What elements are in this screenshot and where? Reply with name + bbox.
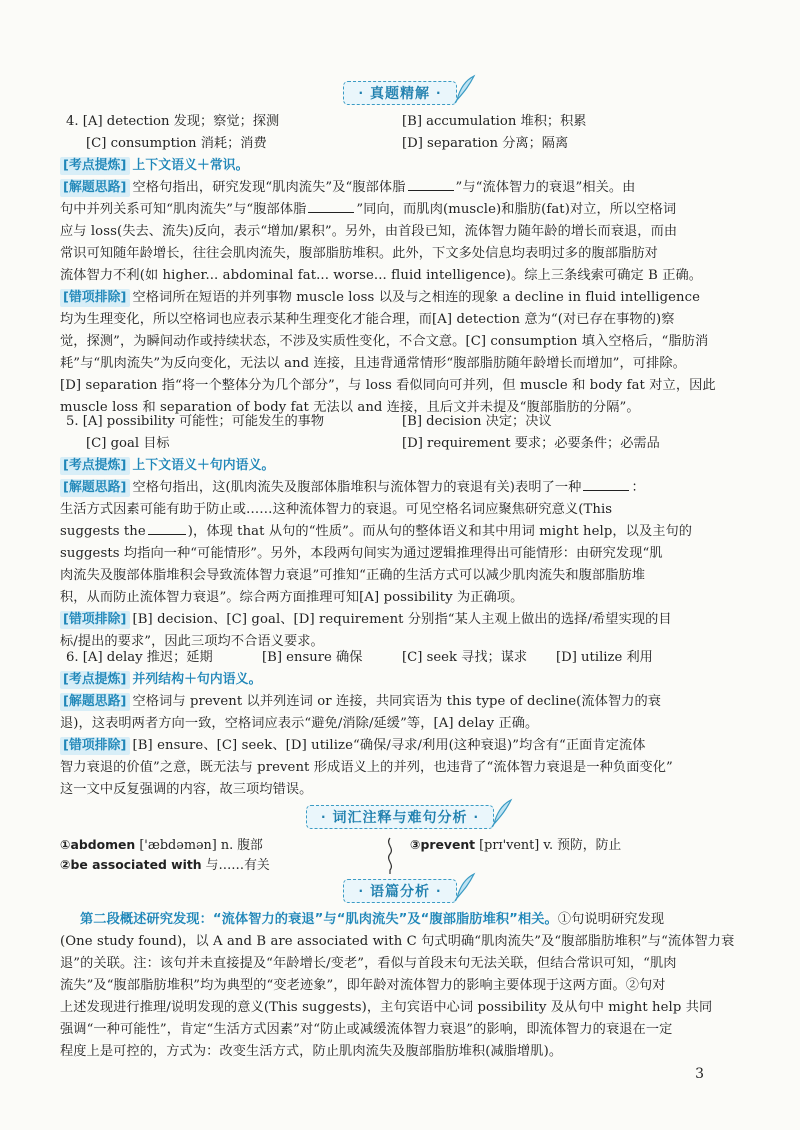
q6-option-b: [B] ensure 确保 <box>262 650 363 665</box>
analysis-lead: 第二段概述研究发现：“流体智力的衰退”与“肌肉流失”及“腹部脂肪堆积”相关。 <box>80 912 558 927</box>
vocab-word: ③prevent <box>410 837 476 852</box>
q5-option-c: [C] goal 目标 <box>86 436 170 451</box>
tag-kaodian: [考点提炼] <box>60 457 130 475</box>
analysis-line-1 <box>80 910 664 930</box>
quill-icon <box>452 872 478 902</box>
q4-option-b: [B] accumulation 堆积；积累 <box>402 114 587 129</box>
text: ”与“流体智力的衰退”相关。由 <box>455 180 636 195</box>
q4-error-line-4: 耗”与“肌肉流失”为反向变化，无法以 and 连接，且违背通常情形“腹部脂肪随年龄增长而增加”，可排除。 <box>60 356 686 371</box>
vocab-prevent <box>410 836 621 855</box>
vocab-def: 与……有关 <box>201 858 270 873</box>
q4-error-line-5: [D] separation 指“将一个整体分为几个部分”，与 loss 看似同向可并列，但 muscle 和 body fat 对立，因此 <box>60 378 716 393</box>
tag-cuoxiang: [错项排除] <box>60 611 130 629</box>
q4-error-line-3: 觉，探测”，为瞬间动作或持续状态，不涉及实质性变化，不合文意。[C] consumption 填入空格后，“脂肪消 <box>60 334 709 349</box>
quill-icon <box>489 798 515 828</box>
banner-title: 语篇分析 <box>370 884 430 900</box>
q4-option-c: [C] consumption 消耗；消费 <box>86 136 267 151</box>
q5-error-line-1 <box>60 610 672 630</box>
q5-point <box>60 456 274 476</box>
vocab-abdomen <box>60 836 263 855</box>
q6-error-line-2: 智力衰退的价值”之意，既无法与 prevent 形成语义上的并列，也违背了“流体智力衰退是一种负面变化” <box>60 760 673 775</box>
section-banner-yupian <box>0 878 800 904</box>
analysis-line-3: 退”的关联。注：该句并未直接提及“年龄增长/变老”，看似与首段末句无法关联，但结合常识可知，“肌肉 <box>60 956 677 971</box>
tag-jieti: [解题思路] <box>60 479 130 497</box>
q5-idea-line-5: 肉流失及腹部体脂堆积会导致流体智力衰退”可推知“正确的生活方式可以减少肌肉流失和腹部脂肪堆 <box>60 568 646 583</box>
q5-idea-line-4: suggests 均指向一种“可能情形”。另外，本段两句间实为通过逻辑推理得出可能情形：由研究发现“肌 <box>60 546 663 561</box>
q5-option-a: 5. [A] possibility 可能性；可能发生的事物 <box>66 414 325 429</box>
q6-idea-line-2: 退)，这表明两者方向一致，空格词应表示“避免/消除/延缓”等，[A] delay 正确。 <box>60 716 539 731</box>
q6-point <box>60 670 261 690</box>
q4-error-line-2: 均为生理变化，所以空格词也应表示某种生理变化才能合理，而[A] detection 意为“(对已存在事物的)察 <box>60 312 675 327</box>
q4-idea-line-5: 流体智力不利(如 higher... abdominal fat... worse... fluid intelligence)。综上三条线索可确定 B 正确。 <box>60 268 703 283</box>
text: ： <box>631 480 645 495</box>
text: [B] ensure、[C] seek、[D] utilize“确保/寻求/利用(这种衰退)”均含有“正面肯定流体 <box>132 738 646 753</box>
q4-idea-line-4: 常识可知随年龄增长，往往会肌肉流失，腹部脂肪堆积。此外，下文多处信息均表明过多的腹部脂肪对 <box>60 246 658 261</box>
q4-error-line-1 <box>60 288 700 308</box>
text: suggests the <box>60 524 146 539</box>
tag-jieti: [解题思路] <box>60 693 130 711</box>
q5-idea-line-6: 积，从而防止流体智力衰退”。综合两方面推理可知[A] possibility 为正确项。 <box>60 590 524 605</box>
analysis-line-4: 流失”及“腹部脂肪堆积”均为典型的“变老迹象”，即年龄对流体智力的影响主要体现于这两方面。②句对 <box>60 978 666 993</box>
vocab-word: ②be associated with <box>60 857 202 872</box>
q6-error-line-3: 这一文中反复强调的内容，故三项均错误。 <box>60 782 313 797</box>
q4-point <box>60 156 249 176</box>
q6-error-line-1 <box>60 736 646 756</box>
vocab-def: [prɪ'vent] v. 预防，防止 <box>475 838 622 853</box>
banner-pill: · 语篇分析 · <box>343 879 456 903</box>
blank <box>148 522 186 535</box>
q5-point-text: 上下文语义＋句内语义。 <box>132 458 275 473</box>
text: ”同向，而肌肉(muscle)和脂肪(fat)对立，所以空格词 <box>356 202 677 217</box>
q5-idea-line-2: 生活方式因素可能有助于防止或……这种流体智力的衰退。可见空格名词应聚焦研究意义(This <box>60 502 613 517</box>
text: [B] decision、[C] goal、[D] requirement 分别指“某人主观上做出的选择/希望实现的目 <box>132 612 672 627</box>
text: 空格句指出，研究发现“肌肉流失”及“腹部体脂 <box>132 180 406 195</box>
q4-point-text: 上下文语义＋常识。 <box>132 158 249 173</box>
analysis-line-7: 程度上是可控的，方式为：改变生活方式，防止肌肉流失及腹部脂肪堆积(减脂增肌)。 <box>60 1044 563 1059</box>
tag-jieti: [解题思路] <box>60 179 130 197</box>
q6-idea-line-1 <box>60 692 661 712</box>
text: 空格词所在短语的并列事物 muscle loss 以及与之相连的现象 a decline in fluid intelligence <box>132 290 701 305</box>
q6-point-text: 并列结构＋句内语义。 <box>132 672 262 687</box>
text: 句中并列关系可知“肌肉流失”与“腹部体脂 <box>60 202 307 217</box>
vocab-word: ①abdomen <box>60 837 136 852</box>
q4-idea-line-2 <box>60 200 676 220</box>
banner-pill: · 词汇注释与难句分析 · <box>306 805 494 829</box>
q5-idea-line-3 <box>60 522 692 542</box>
squiggle-divider-icon <box>384 836 396 876</box>
q6-option-c: [C] seek 寻找；谋求 <box>402 650 528 665</box>
analysis-line-5: 上述发现进行推理/说明发现的意义(This suggests)，主句宾语中心词 possibility 及从句中 might help 共同 <box>60 1000 713 1015</box>
q6-option-a: 6. [A] delay 推迟；延期 <box>66 650 213 665</box>
quill-icon <box>452 74 478 104</box>
tag-kaodian: [考点提炼] <box>60 157 130 175</box>
text: 空格词与 prevent 以并列连词 or 连接，共同宾语为 this type of decline(流体智力的衰 <box>132 694 662 709</box>
q4-error-line-6: muscle loss 和 separation of body fat 无法以 and 连接，且后文并未提及“腹部脂肪的分隔”。 <box>60 400 640 415</box>
q4-idea-line-1 <box>60 178 635 198</box>
section-banner-cihui <box>0 804 800 830</box>
vocab-def: ['æbdəmən] n. 腹部 <box>135 838 263 853</box>
vocab-be-associated-with <box>60 856 270 875</box>
blank <box>583 478 629 491</box>
tag-cuoxiang: [错项排除] <box>60 289 130 307</box>
tag-cuoxiang: [错项排除] <box>60 737 130 755</box>
banner-title: 词汇注释与难句分析 <box>332 810 468 826</box>
q4-option-d: [D] separation 分离；隔离 <box>402 136 569 151</box>
q4-idea-line-3: 应与 loss(失去、流失)反向，表示“增加/累积”。另外，由首段已知，流体智力随年龄的增长而衰退，而由 <box>60 224 678 239</box>
q5-error-line-2: 标/提出的要求”，因此三项均不合语义要求。 <box>60 634 324 649</box>
page-number: 3 <box>695 1066 704 1082</box>
text: )，体现 that 从句的“性质”。而从句的整体语义和其中用词 might help，以及主句的 <box>187 524 693 539</box>
q5-idea-line-1 <box>60 478 645 498</box>
q4-option-a: 4. [A] detection 发现；察觉；探测 <box>66 114 280 129</box>
q5-option-b: [B] decision 决定；决议 <box>402 414 552 429</box>
analysis-line-2: (One study found)，以 A and B are associated with C 句式明确“肌肉流失”及“腹部脂肪堆积”与“流体智力衰 <box>60 934 735 949</box>
analysis-line-6: 强调“一种可能性”，肯定“生活方式因素”对“防止或减缓流体智力衰退”的影响，即流体智力的衰退在一定 <box>60 1022 673 1037</box>
section-banner-zhenti <box>0 80 800 106</box>
blank <box>408 178 454 191</box>
blank <box>308 200 354 213</box>
q5-option-d: [D] requirement 要求；必要条件；必需品 <box>402 436 660 451</box>
banner-pill: · 真题精解 · <box>343 81 456 105</box>
text: 空格句指出，这(肌肉流失及腹部体脂堆积与流体智力的衰退有关)表明了一种 <box>132 480 582 495</box>
q6-option-d: [D] utilize 利用 <box>556 650 653 665</box>
banner-title: 真题精解 <box>370 86 430 102</box>
tag-kaodian: [考点提炼] <box>60 671 130 689</box>
text: ①句说明研究发现 <box>557 912 665 927</box>
